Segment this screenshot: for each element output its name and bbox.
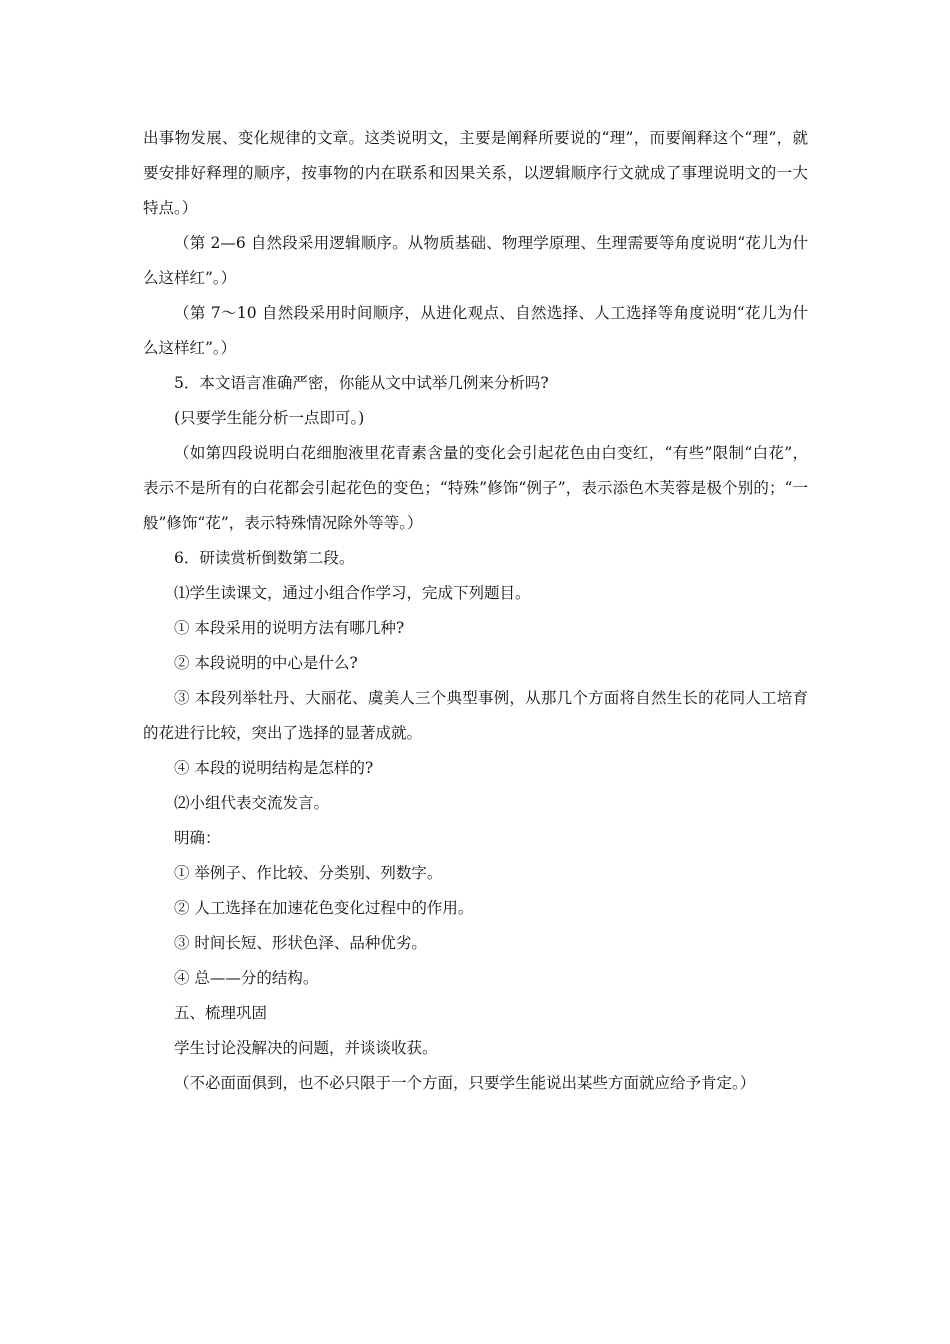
question-4: ④ 本段的说明结构是怎样的? [174,759,374,777]
paragraph-8: ⑴学生读课文，通过小组合作学习，完成下列题目。 [174,584,531,602]
paragraph-6: （如第四段说明白花细胞液里花青素含量的变化会引起花色由白变红，“有些”限制“白花”，表示不是所有的白花都会引起花色的变色；“特殊”修饰“例子”，表示添色木芙蓉是极个别的；“一般”修饰“花”，表示特殊情况除外等等。） [143,444,808,532]
paragraph-1: 出事物发展、变化规律的文章。这类说明文，主要是阐释所要说的“理”，而要阐释这个“理”，就要安排好释理的顺序，按事物的内在联系和因果关系，以逻辑顺序行文就成了事理说明文的一大特点。） [143,129,808,217]
paragraph-13: ⑵小组代表交流发言。 [174,794,330,812]
answer-3: ③ 时间长短、形状色泽、品种优劣。 [174,934,427,952]
answer-2: ② 人工选择在加速花色变化过程中的作用。 [174,899,474,917]
paragraph-20: 学生讨论没解决的问题，并谈谈收获。 [174,1039,438,1057]
paragraph-14: 明确： [174,829,221,847]
paragraph-3: （第 7～10 自然段采用时间顺序，从进化观点、自然选择、人工选择等角度说明“花儿为什么这样红”。） [143,304,808,357]
question-1: ① 本段采用的说明方法有哪几种? [174,619,405,637]
paragraph-4: 5．本文语言准确严密，你能从文中试举几例来分析吗? [174,374,549,392]
paragraph-7: 6．研读赏析倒数第二段。 [174,549,355,567]
answer-1: ① 举例子、作比较、分类别、列数字。 [174,864,443,882]
section-heading: 五、梳理巩固 [174,1004,268,1022]
paragraph-5: (只要学生能分析一点即可。) [174,409,365,427]
answer-4: ④ 总——分的结构。 [174,969,319,987]
document-body [143,121,808,1101]
paragraph-2: （第 2—6 自然段采用逻辑顺序。从物质基础、物理学原理、生理需要等角度说明“花儿为什么这样红”。） [143,234,808,287]
paragraph-21: （不必面面俱到，也不必只限于一个方面，只要学生能说出某些方面就应给予肯定。） [174,1074,756,1092]
question-2: ② 本段说明的中心是什么? [174,654,358,672]
question-3: ③ 本段列举牡丹、大丽花、虞美人三个典型事例，从那几个方面将自然生长的花同人工培育的花进行比较，突出了选择的显著成就。 [143,689,808,742]
